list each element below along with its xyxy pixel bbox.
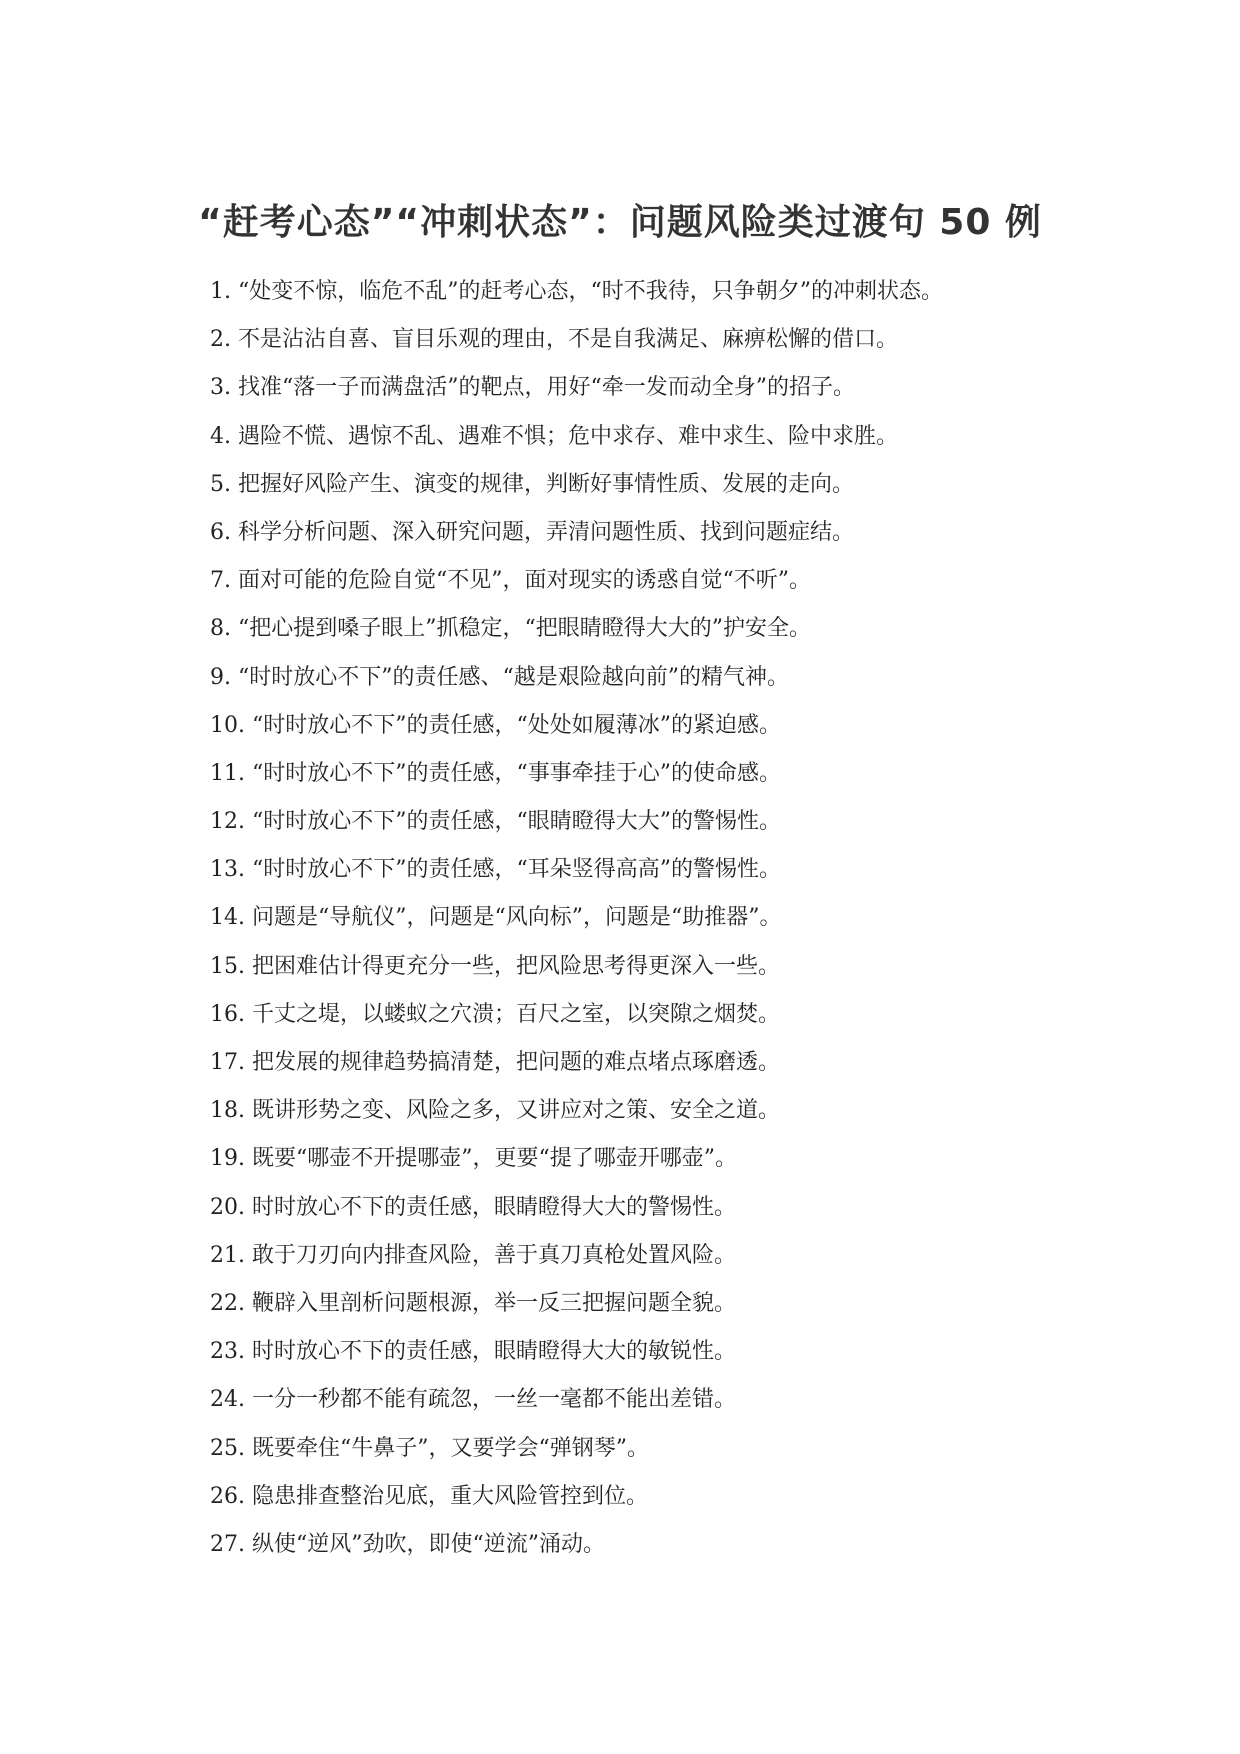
list-item: 27. 纵使“逆风”劲吹，即使“逆流”涌动。 xyxy=(210,1531,605,1557)
list-item: 25. 既要牵住“牛鼻子”，又要学会“弹钢琴”。 xyxy=(210,1435,649,1461)
list-item: 11. “时时放心不下”的责任感，“事事牵挂于心”的使命感。 xyxy=(210,760,781,786)
list-item: 23. 时时放心不下的责任感，眼睛瞪得大大的敏锐性。 xyxy=(210,1339,736,1365)
list-item: 26. 隐患排查整治见底，重大风险管控到位。 xyxy=(210,1483,648,1509)
list-item: 21. 敢于刀刃向内排查风险，善于真刀真枪处置风险。 xyxy=(210,1242,736,1268)
document-title: “赶考心态”“冲刺状态”：问题风险类过渡句 50 例 xyxy=(198,202,1042,243)
list-item: 8. “把心提到嗓子眼上”抓稳定，“把眼睛瞪得大大的”护安全。 xyxy=(210,616,811,642)
list-item: 10. “时时放心不下”的责任感，“处处如履薄冰”的紧迫感。 xyxy=(210,712,781,738)
list-item: 17. 把发展的规律趋势搞清楚，把问题的难点堵点琢磨透。 xyxy=(210,1050,780,1075)
list-item: 22. 鞭辟入里剖析问题根源，举一反三把握问题全貌。 xyxy=(210,1290,736,1316)
list-item: 5. 把握好风险产生、演变的规律，判断好事情性质、发展的走向。 xyxy=(210,471,854,497)
list-item: 7. 面对可能的危险自觉“不见”，面对现实的诱惑自觉“不听”。 xyxy=(210,568,811,594)
list-item: 13. “时时放心不下”的责任感，“耳朵竖得高高”的警惕性。 xyxy=(210,857,781,883)
transition-sentence-list xyxy=(210,272,1170,1573)
list-item: 3. 找准“落一子而满盘活”的靶点，用好“牵一发而动全身”的招子。 xyxy=(210,375,855,401)
list-item: 14. 问题是“导航仪”，问题是“风向标”，问题是“助推器”。 xyxy=(210,905,782,931)
list-item: 2. 不是沾沾自喜、盲目乐观的理由，不是自我满足、麻痹松懈的借口。 xyxy=(210,327,898,353)
list-item: 15. 把困难估计得更充分一些，把风险思考得更深入一些。 xyxy=(210,953,780,979)
list-item: 1. “处变不惊，临危不乱”的赶考心态，“时不我待，只争朝夕”的冲刺状态。 xyxy=(210,279,943,304)
list-item: 4. 遇险不慌、遇惊不乱、遇难不惧；危中求存、难中求生、险中求胜。 xyxy=(210,423,898,449)
list-item: 6. 科学分析问题、深入研究问题，弄清问题性质、找到问题症结。 xyxy=(210,519,854,545)
list-item: 9. “时时放心不下”的责任感、“越是艰险越向前”的精气神。 xyxy=(210,664,789,690)
list-item: 16. 千丈之堤，以蝼蚁之穴溃；百尺之室，以突隙之烟焚。 xyxy=(210,1001,780,1027)
list-item: 18. 既讲形势之变、风险之多，又讲应对之策、安全之道。 xyxy=(210,1098,780,1124)
list-item: 20. 时时放心不下的责任感，眼睛瞪得大大的警惕性。 xyxy=(210,1194,736,1220)
list-item: 19. 既要“哪壶不开提哪壶”，更要“提了哪壶开哪壶”。 xyxy=(210,1146,737,1172)
list-item: 12. “时时放心不下”的责任感，“眼睛瞪得大大”的警惕性。 xyxy=(210,809,781,835)
list-item: 24. 一分一秒都不能有疏忽，一丝一毫都不能出差错。 xyxy=(210,1387,736,1413)
